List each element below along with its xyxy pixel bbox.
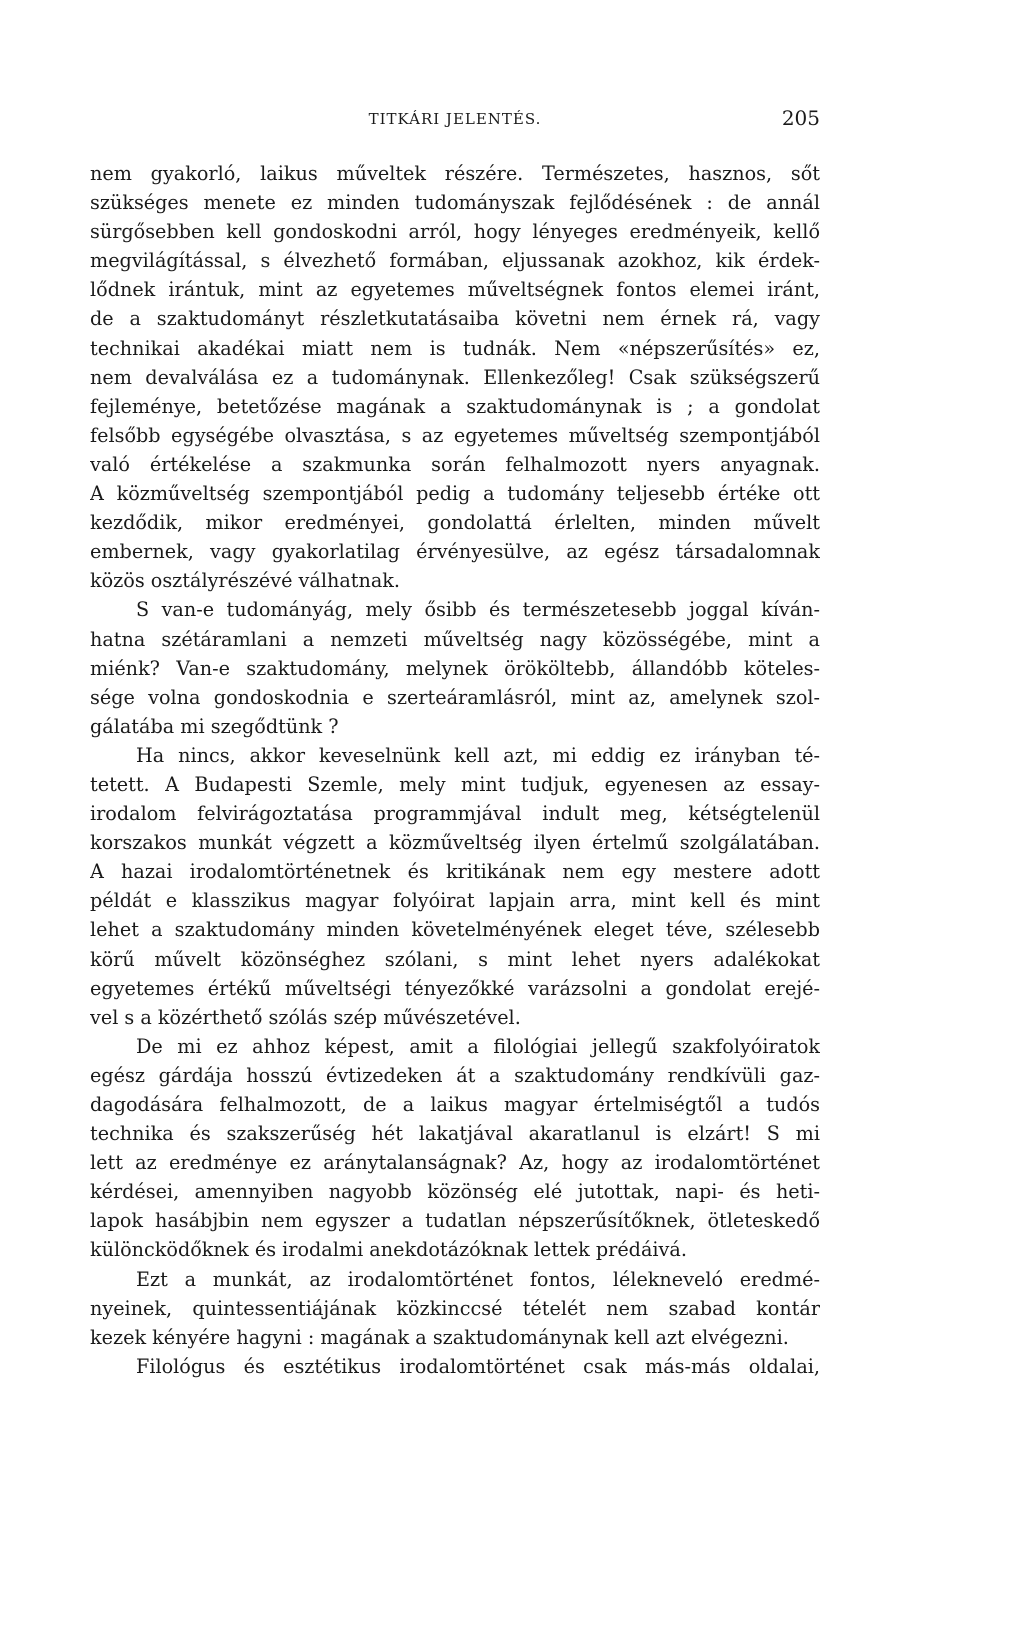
text-line: megvilágítással, s élvezhető formában, eljussanak azokhoz, kik érdek- — [90, 249, 820, 273]
text-line: dagodására felhalmozott, de a laikus magyar értelmiségtől a tudós — [90, 1093, 820, 1116]
text-line: kezek kényére hagyni : magának a szaktudománynak kell azt elvégezni. — [90, 1325, 789, 1349]
text-line: nem gyakorló, laikus műveltek részére. Természetes, hasznos, sőt — [90, 162, 820, 185]
page-number: 205 — [781, 106, 820, 130]
text-line: A közműveltség szempontjából pedig a tudomány teljesebb értéke ott — [90, 482, 820, 506]
text-line: lett az eredménye ez aránytalanságnak? Az, hogy az irodalomtörténet — [90, 1151, 820, 1175]
running-title: TITKÁRI JELENTÉS. — [368, 110, 542, 128]
text-line: lehet a szaktudomány minden követelményének eleget téve, szélesebb — [90, 918, 820, 942]
text-line: szükséges menete ez minden tudományszak fejlődésének : de annál — [90, 191, 820, 215]
page-header — [90, 104, 820, 134]
text-line: sürgősebben kell gondoskodni arról, hogy lényeges eredményeik, kellő — [90, 220, 820, 244]
text-line: technikai akadékai miatt nem is tudnák. Nem «népszerűsítés» ez, — [90, 336, 820, 360]
text-line: különcködőknek és irodalmi anekdotázóknak lettek prédáivá. — [90, 1238, 687, 1262]
text-line: tetett. A Budapesti Szemle, mely mint tudjuk, egyenesen az essay- — [90, 772, 820, 796]
text-line: gálatába mi szegődtünk ? — [90, 714, 339, 738]
text-line: nyeinek, quintessentiájának közkinccsé tételét nem szabad kontár — [90, 1296, 820, 1320]
text-line: A hazai irodalomtörténetnek és kritikának nem egy mestere adott — [90, 860, 820, 884]
text-line: egyetemes értékű műveltségi tényezőkké varázsolni a gondolat erejé- — [90, 976, 820, 1000]
text-line: miénk? Van-e szaktudomány, melynek örököltebb, állandóbb köteles- — [90, 656, 820, 680]
text-line: Ezt a munkát, az irodalomtörténet fontos, lélekneveló eredmé- — [136, 1267, 820, 1291]
text-line: S van-e tudományág, mely ősibb és természetesebb joggal kíván- — [136, 598, 820, 622]
text-line: irodalom felvirágoztatása programmjával indult meg, kétségtelenül — [90, 802, 820, 826]
text-line: lődnek irántuk, mint az egyetemes műveltségnek fontos elemei iránt, — [90, 278, 820, 302]
text-line: lapok hasábjbin nem egyszer a tudatlan népszerűsítőknek, ötleteskedő — [90, 1209, 820, 1233]
text-line: sége volna gondoskodnia e szerteáramlásról, mint az, amelynek szol- — [90, 685, 820, 709]
text-line: közös osztályrészévé válhatnak. — [90, 569, 400, 593]
text-line: embernek, vagy gyakorlatilag érvényesülve, az egész társadalomnak — [90, 540, 820, 564]
text-line: Ha nincs, akkor keveselnünk kell azt, mi eddig ez irányban té- — [136, 743, 820, 767]
text-line: korszakos munkát végzett a közműveltség ilyen értelmű szolgálatában. — [90, 831, 820, 855]
text-line: Filológus és esztétikus irodalomtörténet csak más-más oldalai, — [136, 1354, 820, 1378]
text-line: kérdései, amennyiben nagyobb közönség elé jutottak, napi- és heti- — [90, 1180, 820, 1204]
text-line: egész gárdája hosszú évtizedeken át a szaktudomány rendkívüli gaz- — [90, 1063, 820, 1087]
text-line: felsőbb egységébe olvasztása, s az egyetemes műveltség szempontjából — [90, 423, 820, 447]
text-line: kezdődik, mikor eredményei, gondolattá érlelten, minden művelt — [90, 511, 820, 535]
text-line: de a szaktudományt részletkutatásaiba követni nem érnek rá, vagy — [90, 307, 820, 331]
text-line: fejleménye, betetőzése magának a szaktudománynak is ; a gondolat — [90, 394, 820, 418]
text-line: hatna szétáramlani a nemzeti műveltség nagy közösségébe, mint a — [90, 627, 820, 651]
text-line: való értékelése a szakmunka során felhalmozott nyers anyagnak. — [90, 452, 820, 476]
text-line: nem devalválása ez a tudománynak. Ellenkezőleg! Csak szükségszerű — [90, 365, 820, 389]
text-line: példát e klasszikus magyar folyóirat lapjain arra, mint kell és mint — [90, 889, 820, 913]
text-line: vel s a közérthető szólás szép művészetével. — [90, 1005, 521, 1029]
body-text — [90, 159, 820, 1381]
text-line: technika és szakszerűség hét lakatjával akaratlanul is elzárt! S mi — [90, 1122, 820, 1146]
text-line: körű művelt közönséghez szólani, s mint lehet nyers adalékokat — [90, 947, 820, 971]
text-line: De mi ez ahhoz képest, amit a filológiai jellegű szakfolyóiratok — [136, 1034, 820, 1058]
